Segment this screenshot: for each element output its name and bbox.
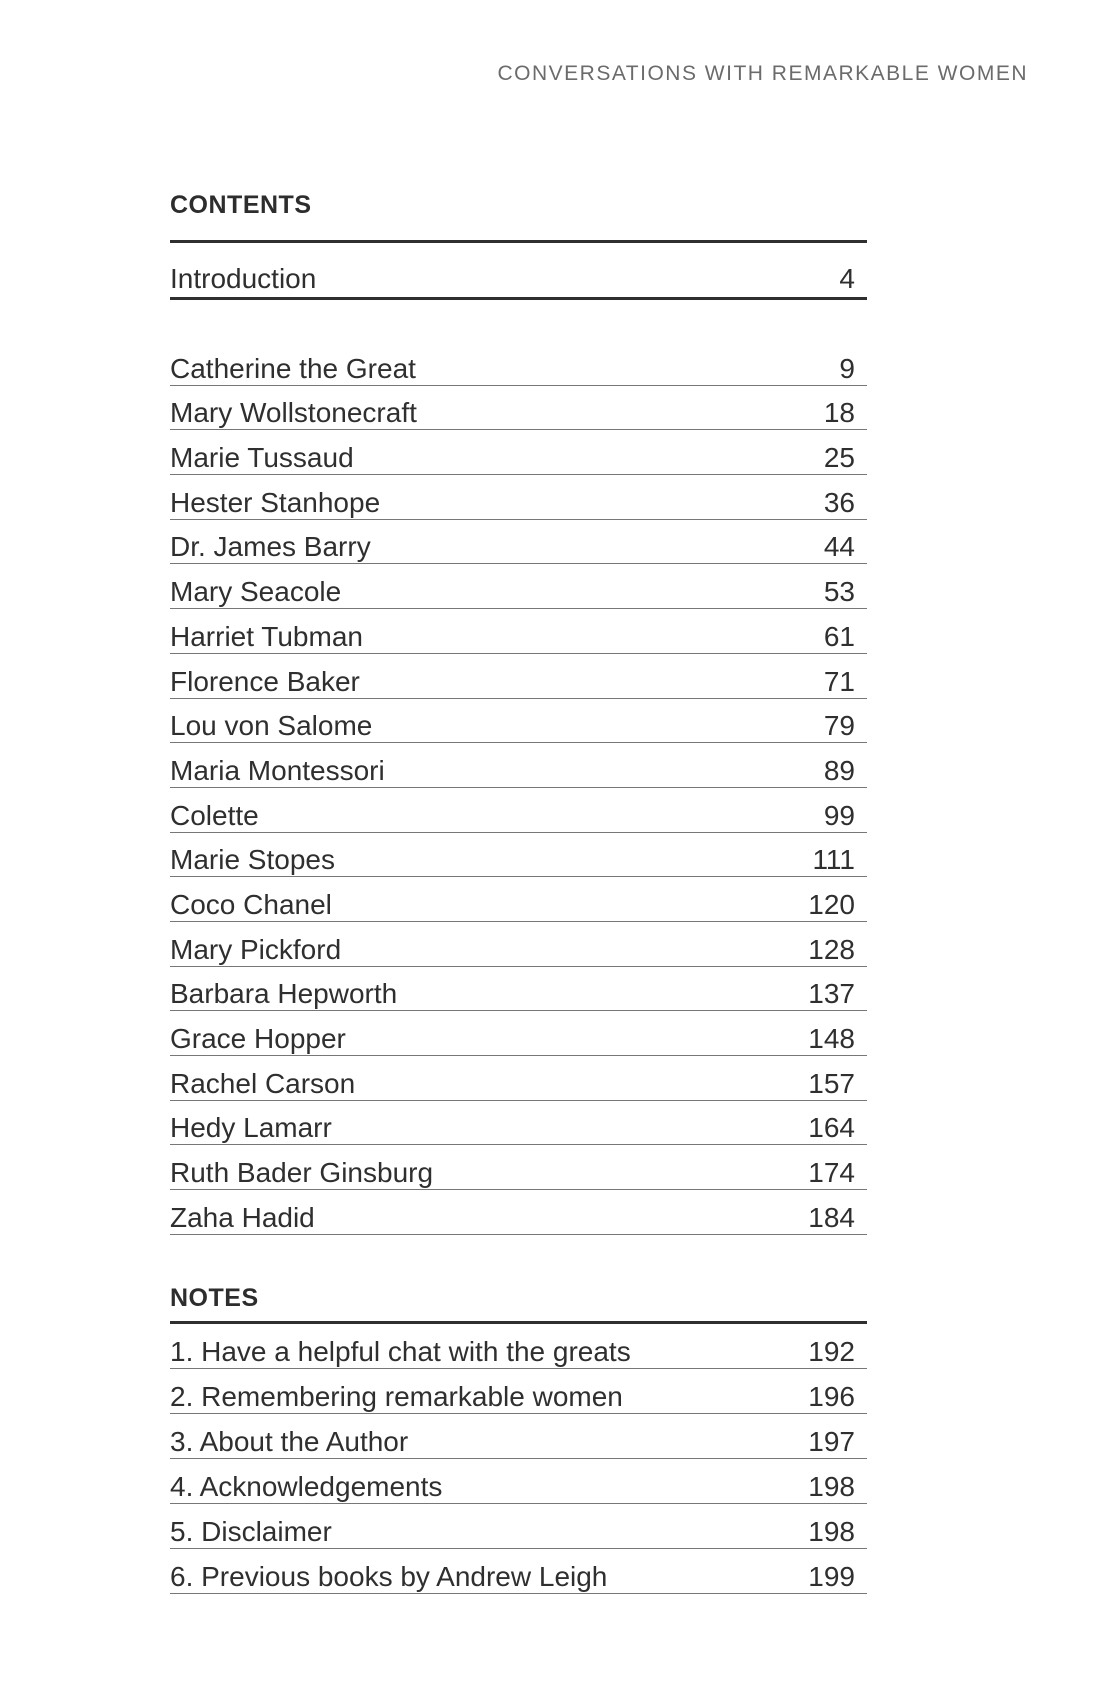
toc-entry-page: 9 [839, 352, 855, 384]
toc-entry[interactable] [170, 475, 867, 520]
notes-title: NOTES [170, 1283, 867, 1324]
toc-entry[interactable] [170, 520, 867, 565]
notes-list [170, 1324, 867, 1594]
toc-entry-page: 71 [823, 665, 855, 697]
toc-entry-page: 61 [823, 620, 855, 652]
note-entry-label: 5. Disclaimer [170, 1515, 332, 1547]
note-entry[interactable] [170, 1324, 867, 1369]
toc-entry[interactable] [170, 1011, 867, 1056]
chapter-list [170, 341, 867, 1235]
toc-entry-label: Marie Stopes [170, 844, 335, 876]
toc-entry-page: 174 [808, 1157, 855, 1189]
note-entry[interactable] [170, 1459, 867, 1504]
toc-entry-label: Colette [170, 799, 259, 831]
toc-entry-label: Mary Wollstonecraft [170, 397, 417, 429]
toc-entry-page: 89 [823, 754, 855, 786]
toc-entry[interactable] [170, 833, 867, 878]
note-entry[interactable] [170, 1369, 867, 1414]
toc-entry-page: 44 [823, 531, 855, 563]
toc-entry[interactable] [170, 788, 867, 833]
note-entry-page: 196 [808, 1380, 855, 1412]
contents-title: CONTENTS [170, 190, 867, 243]
toc-entry-page: 4 [839, 263, 855, 294]
toc-entry-label: Mary Pickford [170, 933, 342, 965]
note-entry-label: 3. About the Author [170, 1425, 409, 1457]
running-header: CONVERSATIONS WITH REMARKABLE WOMEN [497, 62, 1028, 85]
toc-entry-page: 79 [823, 710, 855, 742]
toc-entry-introduction[interactable] [170, 243, 867, 300]
toc-entry-page: 128 [808, 933, 855, 965]
toc-entry-page: 120 [808, 888, 855, 920]
toc-entry-page: 148 [808, 1023, 855, 1054]
toc-entry[interactable] [170, 1101, 867, 1146]
note-entry[interactable] [170, 1414, 867, 1459]
toc-entry-page: 36 [823, 486, 855, 518]
toc-entry-page: 164 [808, 1112, 855, 1144]
toc-entry-label: Mary Seacole [170, 576, 342, 608]
note-entry-label: 4. Acknowledgements [170, 1470, 443, 1502]
note-entry[interactable] [170, 1504, 867, 1549]
toc-entry[interactable] [170, 430, 867, 475]
toc-entry[interactable] [170, 386, 867, 431]
note-entry-page: 199 [808, 1560, 855, 1592]
toc-entry-page: 18 [823, 397, 855, 429]
toc-entry-page: 53 [823, 576, 855, 608]
note-entry-page: 192 [808, 1335, 855, 1367]
toc-entry-label: Coco Chanel [170, 888, 332, 920]
toc-entry-label: Dr. James Barry [170, 531, 371, 563]
toc-entry-label: Harriet Tubman [170, 620, 363, 652]
toc-entry[interactable] [170, 877, 867, 922]
toc-entry[interactable] [170, 609, 867, 654]
toc-entry-label: Marie Tussaud [170, 442, 354, 474]
note-entry-label: 2. Remembering remarkable women [170, 1380, 623, 1412]
note-entry-label: 1. Have a helpful chat with the greats [170, 1335, 631, 1367]
toc-entry[interactable] [170, 699, 867, 744]
toc-entry-page: 137 [808, 978, 855, 1010]
toc-entry[interactable] [170, 564, 867, 609]
toc-entry-label: Rachel Carson [170, 1067, 356, 1099]
note-entry[interactable] [170, 1549, 867, 1594]
note-entry-label: 6. Previous books by Andrew Leigh [170, 1560, 608, 1592]
toc-entry-page: 111 [812, 844, 855, 876]
toc-entry-label: Hedy Lamarr [170, 1112, 332, 1144]
toc-entry[interactable] [170, 1190, 867, 1235]
toc-entry[interactable] [170, 967, 867, 1012]
note-entry-page: 198 [808, 1515, 855, 1547]
note-entry-page: 198 [808, 1470, 855, 1502]
toc-entry-label: Zaha Hadid [170, 1201, 315, 1233]
toc-entry[interactable] [170, 654, 867, 699]
toc-entry-label: Barbara Hepworth [170, 978, 398, 1010]
toc-entry-label: Grace Hopper [170, 1023, 346, 1054]
toc-entry-page: 99 [823, 799, 855, 831]
toc-entry[interactable] [170, 341, 867, 386]
toc-entry[interactable] [170, 1145, 867, 1190]
toc-entry-label: Florence Baker [170, 665, 360, 697]
note-entry-page: 197 [808, 1425, 855, 1457]
toc-entry-label: Ruth Bader Ginsburg [170, 1157, 434, 1189]
table-of-contents [170, 0, 867, 1594]
toc-entry[interactable] [170, 743, 867, 788]
toc-entry-label: Introduction [170, 263, 317, 294]
toc-entry-page: 157 [808, 1067, 855, 1099]
toc-entry[interactable] [170, 1056, 867, 1101]
toc-entry-label: Catherine the Great [170, 352, 416, 384]
toc-entry-label: Hester Stanhope [170, 486, 381, 518]
toc-entry-label: Maria Montessori [170, 754, 385, 786]
toc-entry[interactable] [170, 922, 867, 967]
toc-entry-page: 25 [823, 442, 855, 474]
toc-entry-page: 184 [808, 1201, 855, 1233]
toc-entry-label: Lou von Salome [170, 710, 373, 742]
